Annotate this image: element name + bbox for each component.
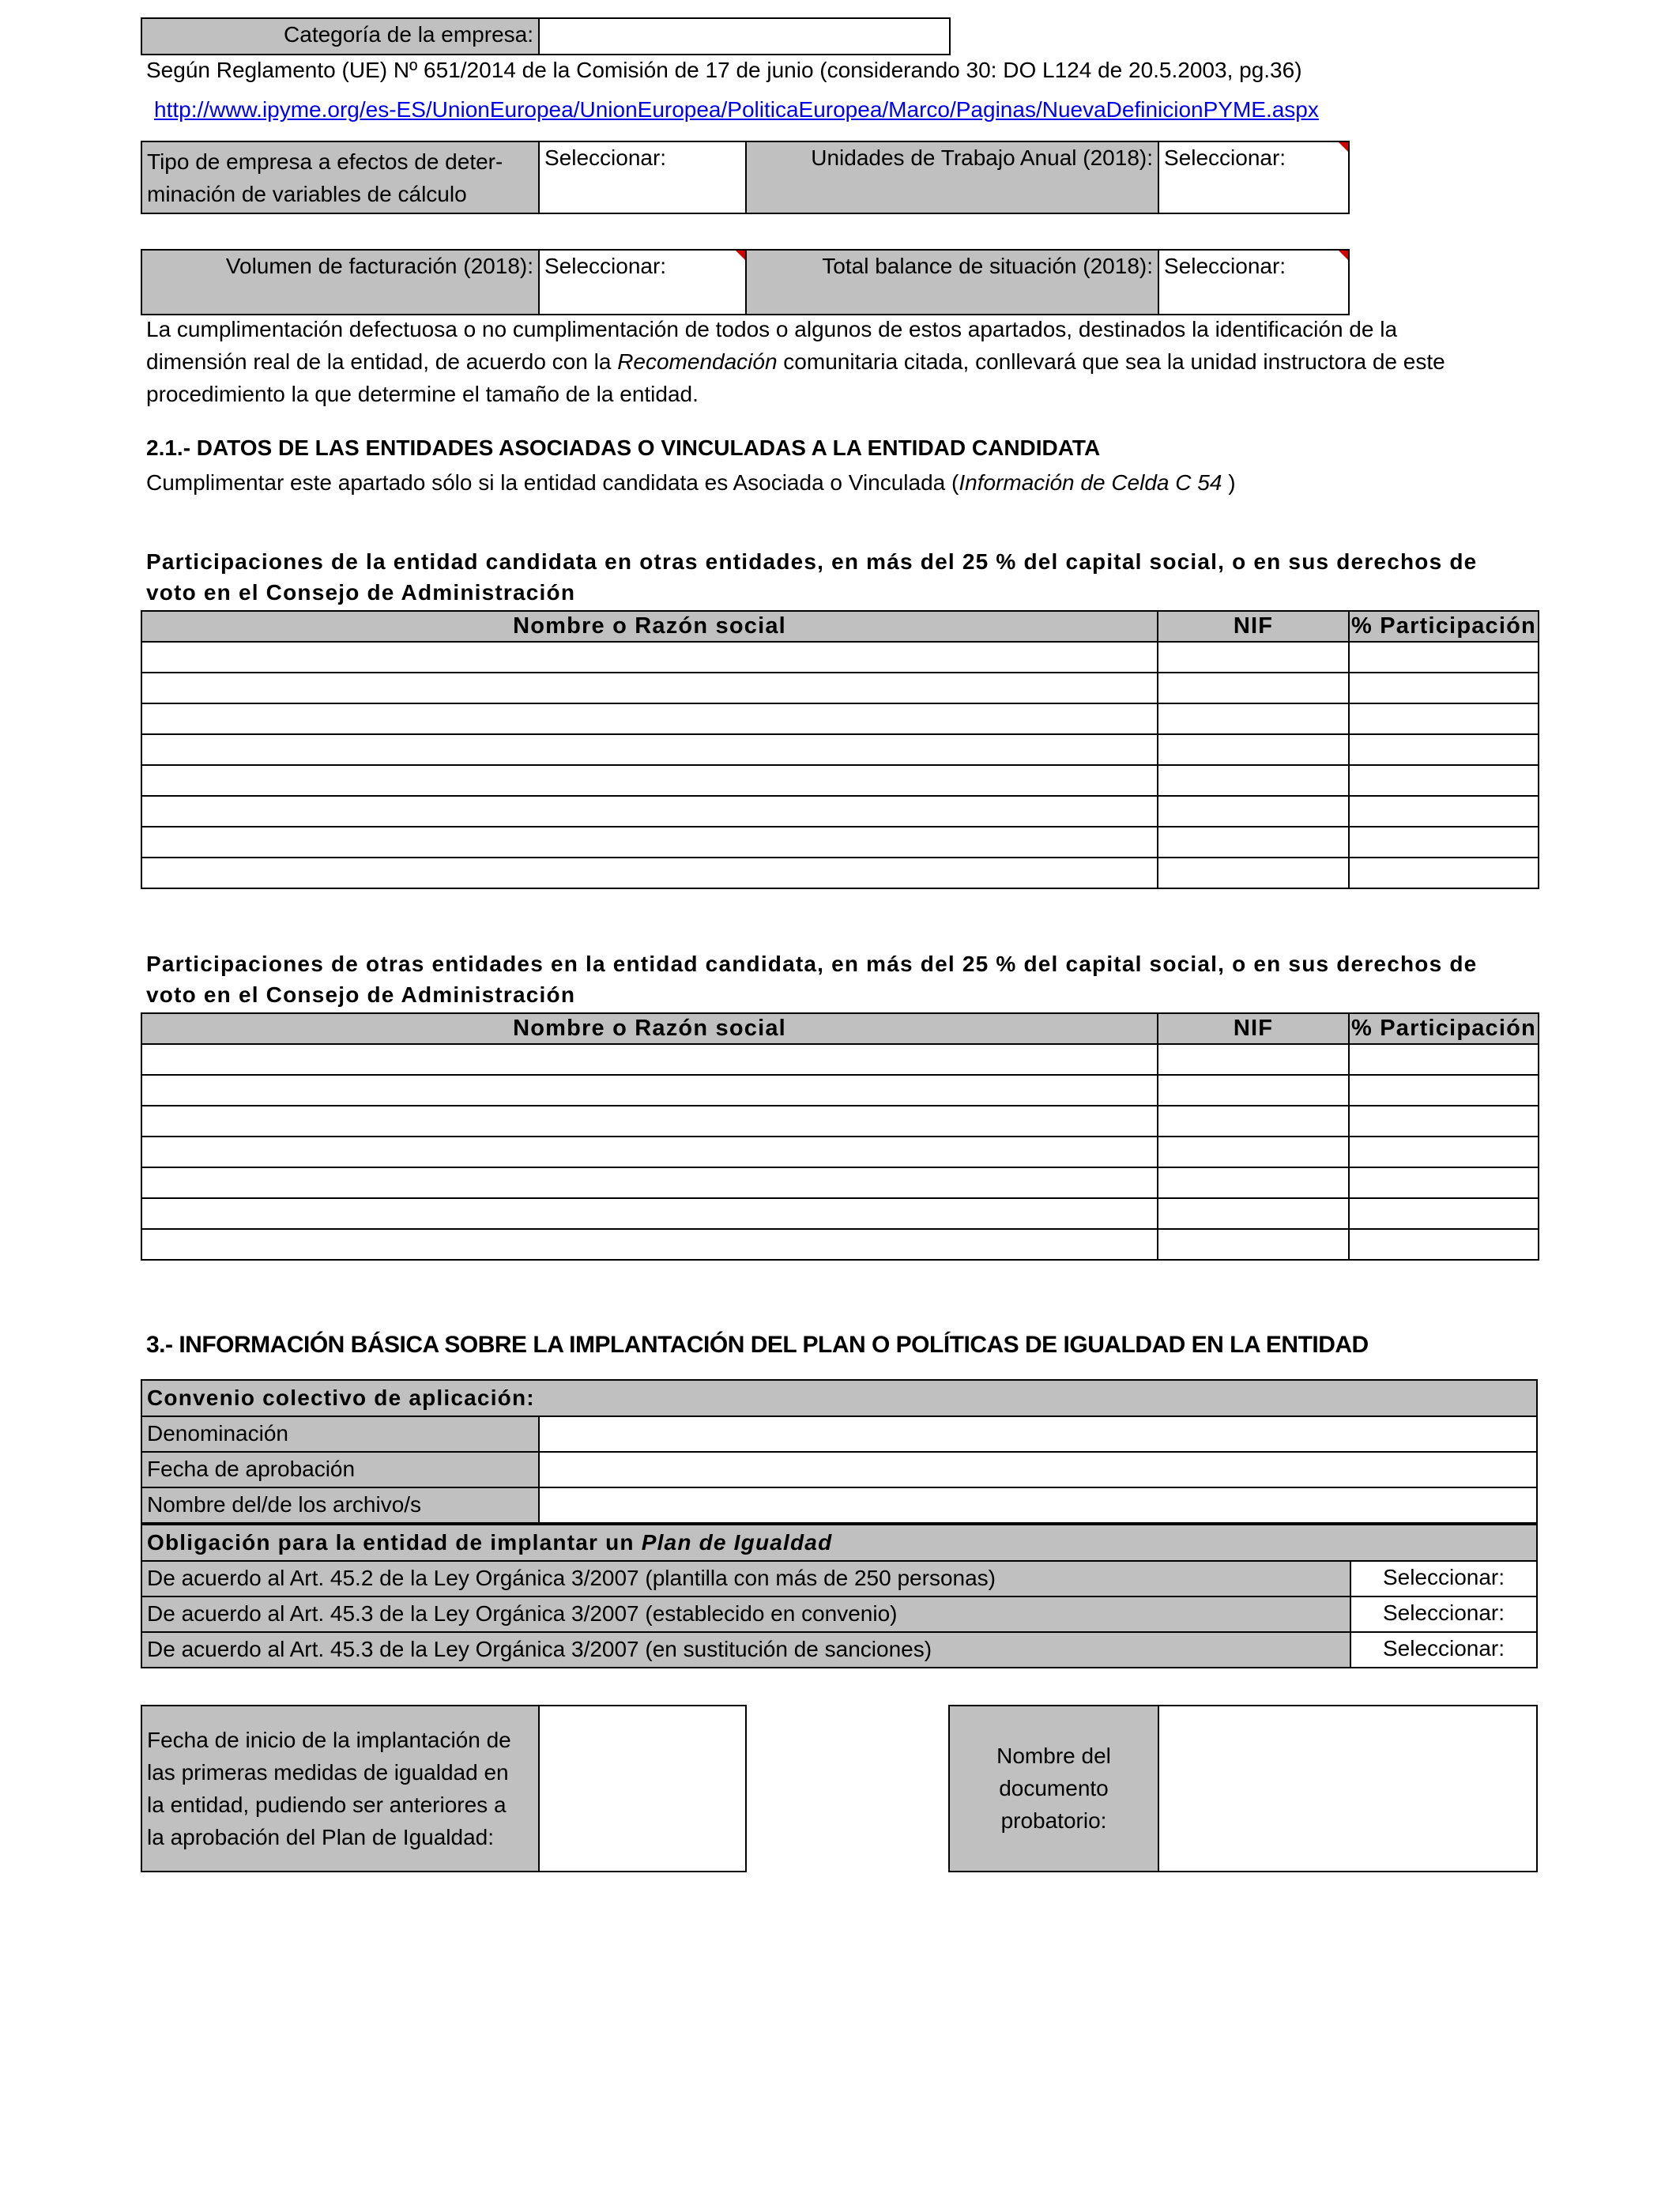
table-cell[interactable] bbox=[1158, 703, 1349, 734]
obligacion-row-select[interactable]: Seleccionar: bbox=[1350, 1631, 1538, 1668]
warning-paragraph: La cumplimentación defectuosa o no cumplimentación de todos o algunos de estos apartados, destinados la identificación de la dimensión real de la entidad, de acuerdo con la Recomendación comunitaria citada, conllevará que sea la unidad instructora de este procedimiento la que determine el tamaño de la entidad. bbox=[146, 317, 1445, 406]
table-cell[interactable] bbox=[1349, 1044, 1539, 1075]
unidades-trabajo-label: Unidades de Trabajo Anual (2018): bbox=[745, 141, 1159, 214]
obligacion-row-select[interactable]: Seleccionar: bbox=[1350, 1596, 1538, 1633]
table-cell[interactable] bbox=[141, 703, 1158, 734]
table-cell[interactable] bbox=[1349, 642, 1539, 673]
table2-heading: Participaciones de otras entidades en la entidad candidata, en más del 25 % del capital social, o en sus derechos de voto en el Consejo de Administración bbox=[146, 952, 1478, 1007]
table-cell[interactable] bbox=[141, 858, 1158, 888]
section-3-title: 3.- INFORMACIÓN BÁSICA SOBRE LA IMPLANTACIÓN DEL PLAN O POLÍTICAS DE IGUALDAD EN LA ENTIDAD bbox=[146, 1332, 1369, 1358]
table-row bbox=[141, 1075, 1539, 1106]
section-21-note: Cumplimentar este apartado sólo si la entidad candidata es Asociada o Vinculada (Información de Celda C 54 ) bbox=[146, 470, 1236, 495]
convenio-row-field[interactable] bbox=[538, 1487, 1538, 1524]
table-row bbox=[141, 734, 1539, 765]
table-cell[interactable] bbox=[1158, 765, 1349, 796]
table-cell[interactable] bbox=[141, 1229, 1158, 1260]
table-cell[interactable] bbox=[1158, 734, 1349, 765]
obligacion-row-label: De acuerdo al Art. 45.3 de la Ley Orgánica 3/2007 (en sustitución de sanciones) bbox=[141, 1631, 1351, 1668]
table-cell[interactable] bbox=[1158, 1044, 1349, 1075]
categoria-field[interactable] bbox=[538, 17, 951, 55]
obligacion-row-label: De acuerdo al Art. 45.2 de la Ley Orgánica 3/2007 (plantilla con más de 250 personas) bbox=[141, 1560, 1351, 1597]
reglamento-text: Según Reglamento (UE) Nº 651/2014 de la Comisión de 17 de junio (considerando 30: DO L124 de 20.5.2003, pg.36) bbox=[146, 58, 1302, 82]
table-cell[interactable] bbox=[1349, 673, 1539, 703]
column-header: % Participación bbox=[1349, 1013, 1539, 1044]
table-cell[interactable] bbox=[1158, 1075, 1349, 1106]
pyme-definition-link[interactable]: http://www.ipyme.org/es-ES/UnionEuropea/UnionEuropea/PoliticaEuropea/Marco/Paginas/NuevaDefinicionPYME.aspx bbox=[154, 97, 1319, 122]
table-cell[interactable] bbox=[1158, 1137, 1349, 1167]
column-header: Nombre o Razón social bbox=[141, 611, 1158, 642]
table-cell[interactable] bbox=[1349, 858, 1539, 888]
table-row bbox=[141, 642, 1539, 673]
table-cell[interactable] bbox=[1158, 1167, 1349, 1198]
table-cell[interactable] bbox=[1158, 858, 1349, 888]
table-cell[interactable] bbox=[141, 827, 1158, 858]
tipo-empresa-select[interactable]: Seleccionar: bbox=[538, 141, 747, 214]
table-cell[interactable] bbox=[1349, 1075, 1539, 1106]
obligacion-header: Obligación para la entidad de implantar un Plan de Igualdad bbox=[141, 1524, 1538, 1562]
table1-heading: Participaciones de la entidad candidata en otras entidades, en más del 25 % del capital social, o en sus derechos de voto en el Consejo de Administración bbox=[146, 549, 1478, 605]
table2-header-row bbox=[141, 1013, 1539, 1044]
table-cell[interactable] bbox=[141, 1137, 1158, 1167]
obligacion-row-label: De acuerdo al Art. 45.3 de la Ley Orgánica 3/2007 (establecido en convenio) bbox=[141, 1596, 1351, 1633]
volumen-facturacion-label: Volumen de facturación (2018): bbox=[141, 249, 540, 315]
table-row bbox=[141, 1229, 1539, 1260]
categoria-label: Categoría de la empresa: bbox=[141, 17, 540, 55]
table-row bbox=[141, 827, 1539, 858]
convenio-header: Convenio colectivo de aplicación: bbox=[141, 1379, 1538, 1417]
table-cell[interactable] bbox=[1349, 1137, 1539, 1167]
table-cell[interactable] bbox=[1158, 642, 1349, 673]
obligacion-row-select[interactable]: Seleccionar: bbox=[1350, 1560, 1538, 1597]
convenio-row-label: Nombre del/de los archivo/s bbox=[141, 1487, 540, 1524]
table-row bbox=[141, 703, 1539, 734]
column-header: Nombre o Razón social bbox=[141, 1013, 1158, 1044]
table-cell[interactable] bbox=[141, 734, 1158, 765]
column-header: NIF bbox=[1158, 611, 1349, 642]
table-cell[interactable] bbox=[1349, 734, 1539, 765]
table-cell[interactable] bbox=[1349, 1198, 1539, 1229]
fecha-inicio-label: Fecha de inicio de la implantación de las primeras medidas de igualdad en la entidad, pudiendo ser anteriores a la aprobación del Plan de Igualdad: bbox=[141, 1705, 540, 1872]
column-header: % Participación bbox=[1349, 611, 1539, 642]
table-row bbox=[141, 1198, 1539, 1229]
table-row bbox=[141, 1167, 1539, 1198]
table-row bbox=[141, 858, 1539, 888]
table-row bbox=[141, 796, 1539, 827]
documento-probatorio-label: Nombre del documento probatorio: bbox=[948, 1705, 1159, 1872]
tipo-empresa-label: Tipo de empresa a efectos de deter- minación de variables de cálculo bbox=[141, 141, 540, 214]
table-cell[interactable] bbox=[1158, 1198, 1349, 1229]
table-cell[interactable] bbox=[1349, 1229, 1539, 1260]
table-cell[interactable] bbox=[141, 1075, 1158, 1106]
convenio-row-field[interactable] bbox=[538, 1416, 1538, 1453]
table-cell[interactable] bbox=[141, 1106, 1158, 1137]
table-row bbox=[141, 1106, 1539, 1137]
convenio-row-field[interactable] bbox=[538, 1451, 1538, 1488]
table-cell[interactable] bbox=[1158, 796, 1349, 827]
unidades-trabajo-select[interactable]: Seleccionar: bbox=[1158, 141, 1350, 214]
table-cell[interactable] bbox=[141, 796, 1158, 827]
table-row bbox=[141, 673, 1539, 703]
section-21-title: 2.1.- DATOS DE LAS ENTIDADES ASOCIADAS O VINCULADAS A LA ENTIDAD CANDIDATA bbox=[146, 435, 1101, 460]
table-cell[interactable] bbox=[141, 673, 1158, 703]
table-cell[interactable] bbox=[1349, 1167, 1539, 1198]
column-header: NIF bbox=[1158, 1013, 1349, 1044]
convenio-row-label: Denominación bbox=[141, 1416, 540, 1453]
table-cell[interactable] bbox=[1158, 1106, 1349, 1137]
fecha-inicio-field[interactable] bbox=[538, 1705, 747, 1872]
table-cell[interactable] bbox=[141, 1198, 1158, 1229]
documento-probatorio-field[interactable] bbox=[1158, 1705, 1538, 1872]
table-cell[interactable] bbox=[141, 1167, 1158, 1198]
table-cell[interactable] bbox=[141, 642, 1158, 673]
table-row bbox=[141, 1137, 1539, 1167]
table-row bbox=[141, 765, 1539, 796]
table-cell[interactable] bbox=[1349, 1106, 1539, 1137]
table1 bbox=[141, 610, 1539, 889]
table-cell[interactable] bbox=[1158, 827, 1349, 858]
table-cell[interactable] bbox=[1349, 827, 1539, 858]
total-balance-select[interactable]: Seleccionar: bbox=[1158, 249, 1350, 315]
volumen-facturacion-select[interactable]: Seleccionar: bbox=[538, 249, 747, 315]
convenio-row-label: Fecha de aprobación bbox=[141, 1451, 540, 1488]
table-row bbox=[141, 1044, 1539, 1075]
table-cell[interactable] bbox=[1349, 796, 1539, 827]
table1-header-row bbox=[141, 611, 1539, 642]
table-cell[interactable] bbox=[1349, 765, 1539, 796]
table2 bbox=[141, 1012, 1539, 1261]
table-cell[interactable] bbox=[1158, 673, 1349, 703]
table-cell[interactable] bbox=[1158, 1229, 1349, 1260]
table-cell[interactable] bbox=[1349, 703, 1539, 734]
table-cell[interactable] bbox=[141, 1044, 1158, 1075]
total-balance-label: Total balance de situación (2018): bbox=[745, 249, 1159, 315]
table-cell[interactable] bbox=[141, 765, 1158, 796]
